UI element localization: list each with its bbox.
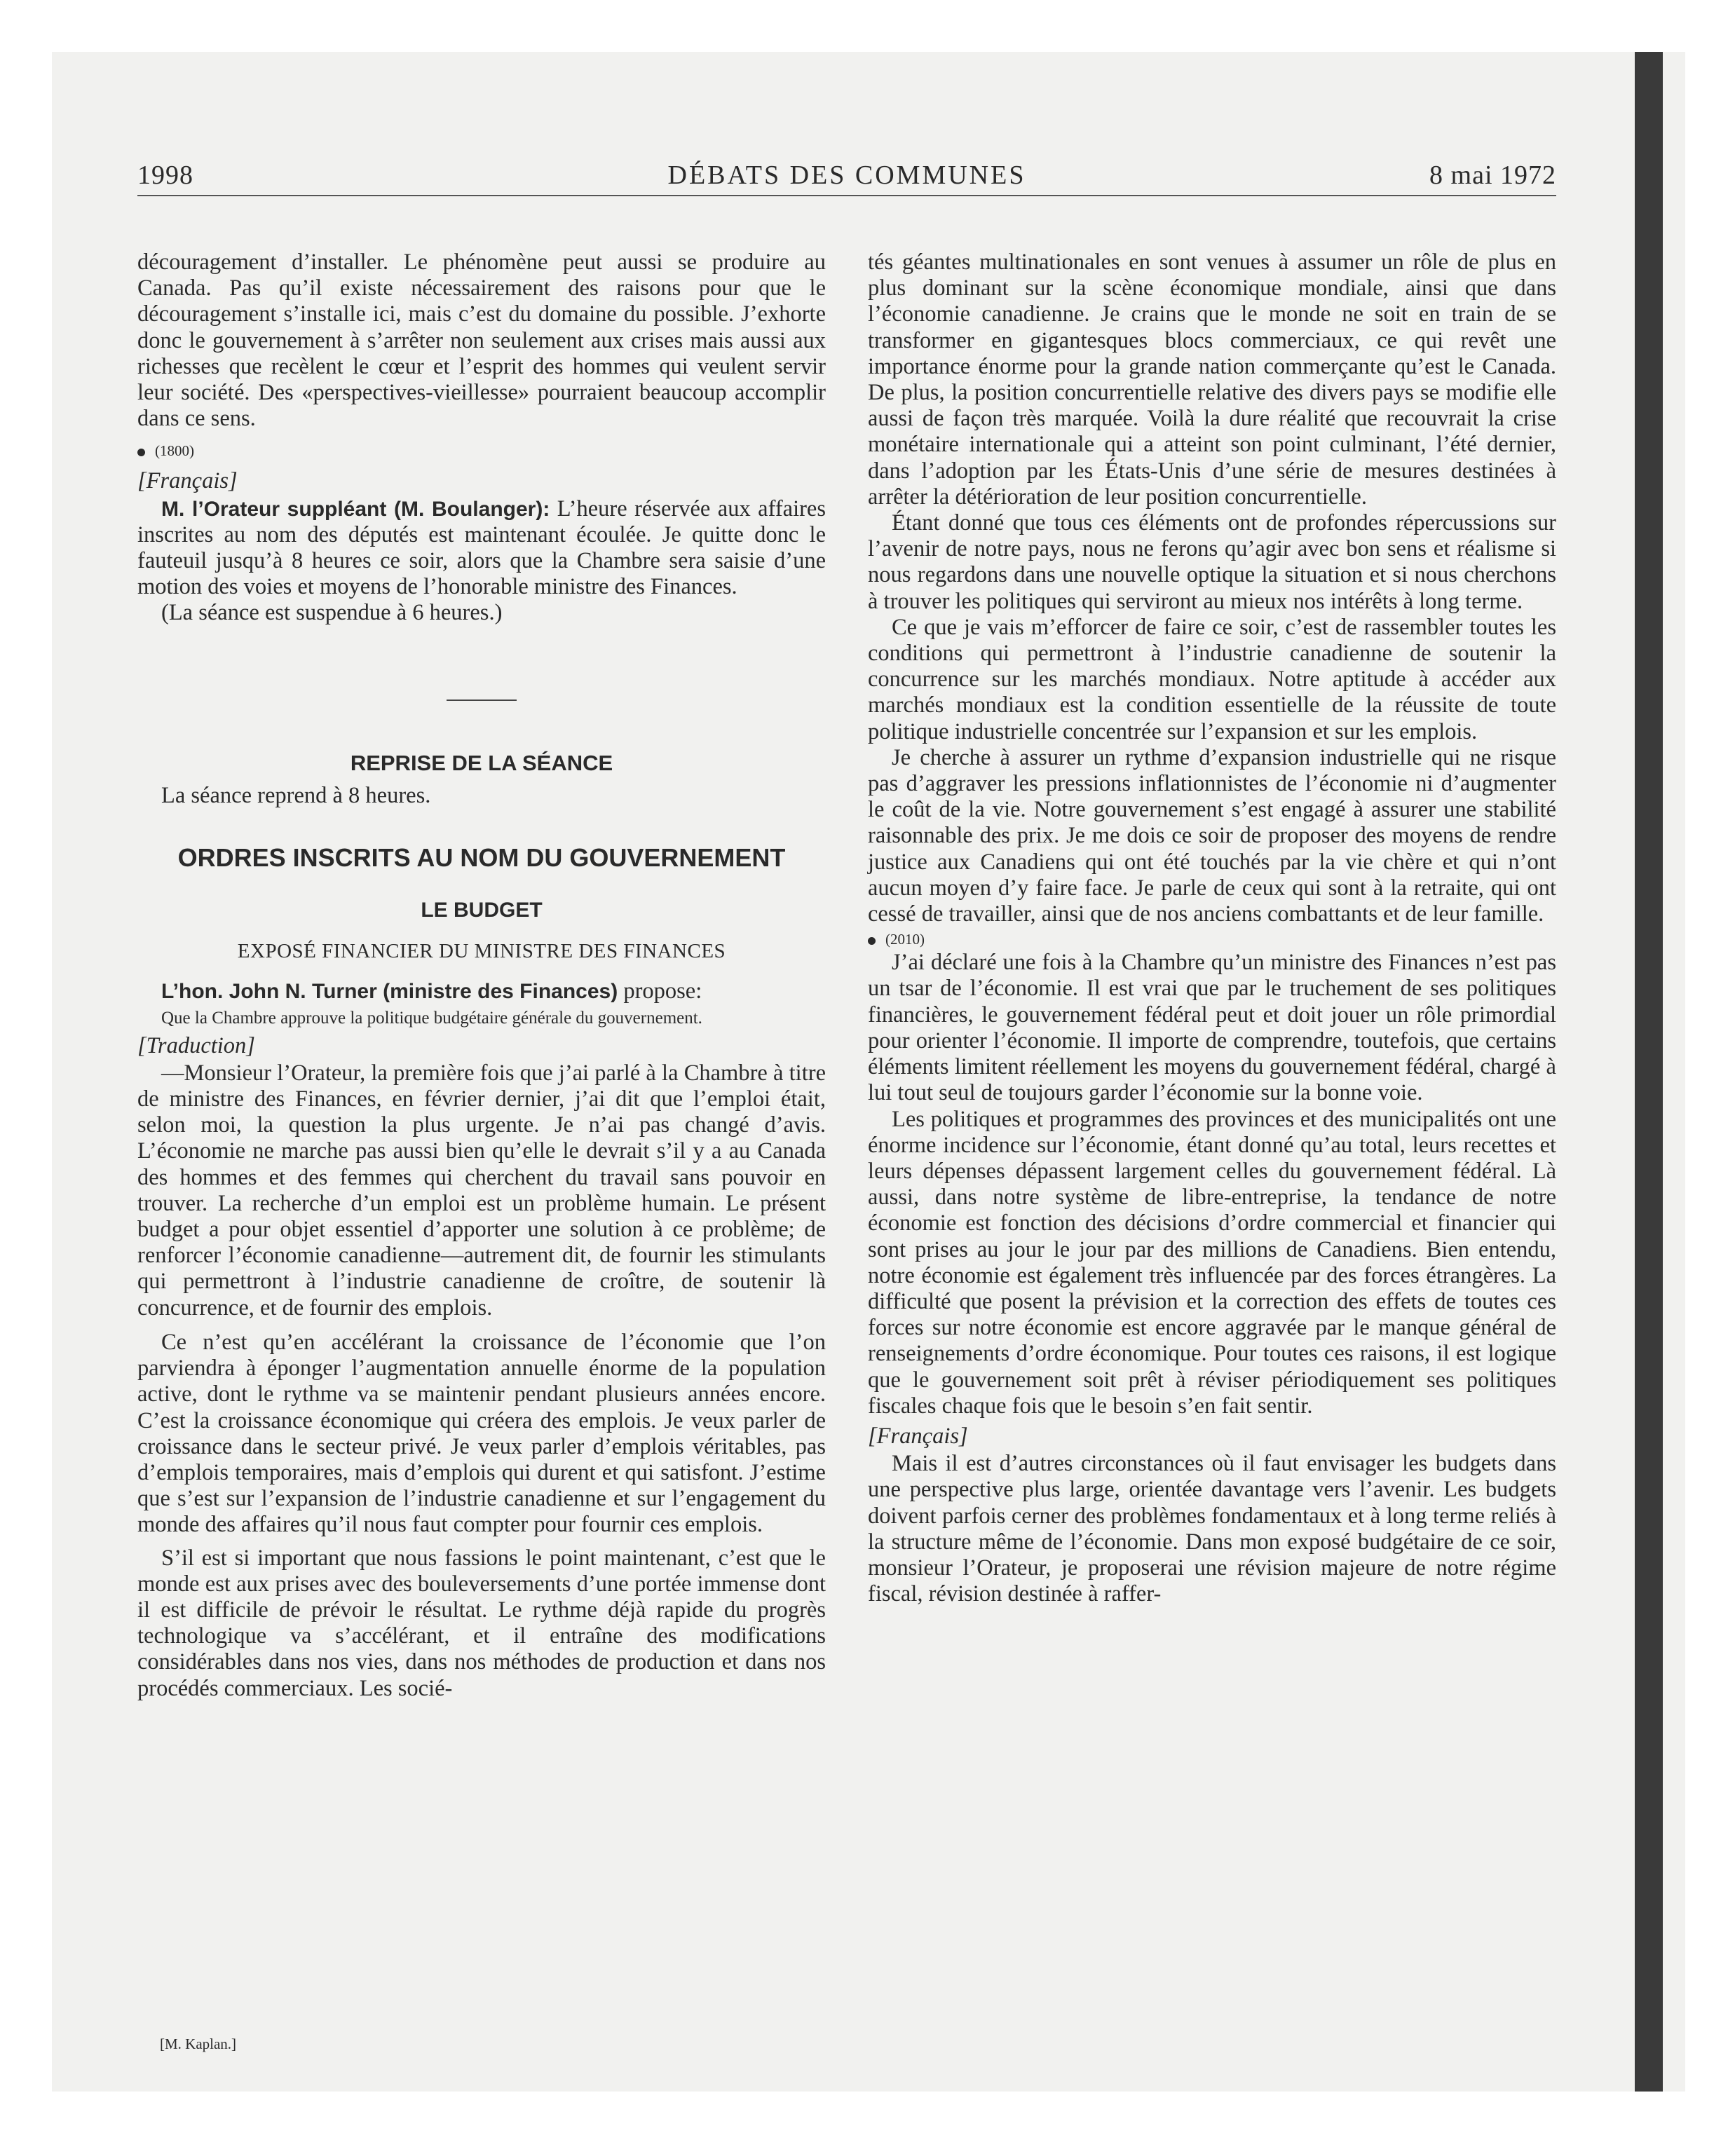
time-marker: (2010) — [868, 929, 1556, 950]
language-tag: [Français] — [137, 468, 238, 494]
page-number: 1998 — [137, 161, 193, 190]
language-tag: [Français] — [868, 1423, 968, 1449]
speaker-name: M. l’Orateur suppléant (M. Boulanger): — [161, 497, 550, 521]
page-date: 8 mai 1972 — [1429, 161, 1556, 190]
paragraph: —Monsieur l’Orateur, la première fois que j’ai parlé à la Chambre à titre de ministre des Finances, en février dernier, j’ai dit que l’emploi était, selon moi, la question la plus urgente. Je n’ai pas changé d’avis. L’économie ne marche pas aussi bien qu’elle le devrait s’il y a au Canada des hommes et des femmes qui cherchent du travail sans pouvoir en trouver. La recherche d’un emploi est un problème humain. Le présent budget a pour objet essentiel d’apporter une solution à ce problème; de renforcer l’économie canadienne—autrement dit, de fournir les stimulants qui permettront à l’industrie canadienne de croître, de soutenir là concurrence, et de fournir des emplois. — [137, 1060, 826, 1321]
paragraph: découragement d’installer. Le phénomène peut aussi se produire au Canada. Pas qu’il existe nécessairement des raisons pour que le découragement s’installe ici, mais c’est du domaine du possible. J’exhorte donc le gouvernement à s’arrêter non seulement aux crises mais aussi aux richesses que recèlent le cœur et l’esprit des hommes qui veulent servir leur société. Des «perspectives-vieillesse» pourraient beaucoup accomplir dans ce sens. — [137, 250, 826, 432]
paragraph: Les politiques et programmes des provinces et des municipalités ont une énorme incidence sur l’économie, étant donné qu’au total, leurs recettes et leurs dépenses dépassent largement celles du gouvernement fédéral. Là aussi, dans notre système de libre-entreprise, la tendance de notre économie est fonction des décisions d’ordre commercial et financier qui sont prises au jour le jour par des millions de Canadiens. Bien entendu, notre économie est également très influencée par des forces étrangères. La difficulté que posent la prévision et la correction des effets de toutes ces forces sur notre économie est encore aggravée par le manque général de renseignements d’ordre économique. Pour toutes ces raisons, il est logique que le gouvernement soit prêt à réviser périodiquement ses politiques fiscales chaque fois que le besoin s’en fait sentir. — [868, 1106, 1556, 1419]
page-header — [137, 160, 1556, 196]
time-marker: (1800) — [137, 440, 826, 461]
paragraph: Mais il est d’autres circonstances où il faut envisager les budgets dans une perspective plus large, orientée davantage vers l’avenir. Les budgets doivent parfois cerner des problèmes fondamentaux et à long terme reliés à la structure même de l’économie. Dans mon exposé budgétaire de ce soir, monsieur l’Orateur, je proposerai une révision majeure de notre régime fiscal, révision destinée à raffer- — [868, 1451, 1556, 1607]
paragraph: Ce que je vais m’efforcer de faire ce soir, c’est de rassembler toutes les conditions qui permettront à l’industrie canadienne de soutenir la concurrence sur les marchés mondiaux. Notre aptitude à accéder aux marchés mondiaux est la condition essentielle de la réussite de toute politique industrielle concentrée sur l’expansion et sur les emplois. — [868, 614, 1556, 744]
paragraph: tés géantes multinationales en sont venues à assumer un rôle de plus en plus dominant sur la scène économique mondiale, ainsi que dans l’économie canadienne. Je crains que le monde ne soit en train de se transformer en gigantesques blocs commerciaux, ce qui revêt une importance énorme pour la grande nation commerçante qu’est le Canada. De plus, la position concurrentielle relative des divers pays se modifie elle aussi de façon très marquée. Voilà la dure réalité que recouvrait la crise monétaire internationale qui a atteint son point culminant, l’été dernier, dans l’adoption par les États-Unis d’une série de mesures destinées à arrêter la détérioration de leur position concurrentielle. — [868, 250, 1556, 510]
speaker-name: L’hon. John N. Turner (ministre des Finances) — [161, 980, 618, 1004]
section-divider — [447, 700, 517, 701]
speaker-reference: [M. Kaplan.] — [160, 2035, 237, 2052]
paragraph: Étant donné que tous ces éléments ont de profondes répercussions sur l’avenir de notre pays, nous ne ferons qu’agir avec bon sens et réalisme si nous regardons dans une nouvelle optique la situation et si nous cherchons à trouver les politiques qui serviront au mieux nos intérêts à long terme. — [868, 510, 1556, 614]
left-column — [137, 250, 826, 1702]
section-heading: REPRISE DE LA SÉANCE — [350, 750, 613, 775]
section-heading: LE BUDGET — [421, 899, 543, 922]
paragraph: S’il est si important que nous fassions le point maintenant, c’est que le monde est aux prises avec des bouleversements d’une portée immense dont il est difficile de prévoir le résultat. Le rythme déjà rapide du progrès technologique va s’accélérant, et il entraîne des modifications considérables dans nos vies, dans nos méthodes de production et dans nos procédés commerciaux. Les socié- — [137, 1545, 826, 1701]
section-heading: ORDRES INSCRITS AU NOM DU GOUVERNEMENT — [177, 843, 786, 873]
paragraph: Je cherche à assurer un rythme d’expansion industrielle qui ne risque pas d’aggraver les pressions inflationnistes de l’économie ni d’augmenter le coût de la vie. Notre gouvernement s’est engagé à assurer une stabilité raisonnable des prix. Je me dois ce soir de proposer des moyens de rendre justice aux Canadiens qui ont été touchés par la vie chère et qui n’ont aucun moyen d’y faire face. Je parle de ceux qui sont à la retraite, qui ont cessé de travailler, ainsi que de nos anciens combattants et de leur famille. — [868, 744, 1556, 927]
paragraph: M. l’Orateur suppléant (M. Boulanger): L’heure réservée aux affaires inscrites au nom des députés est maintenant écoulée. Je quitte donc le fauteuil jusqu’à 8 heures ce soir, alors que la Chambre sera saisie d’une motion des voies et moyens de l’honorable ministre des Finances. — [137, 496, 826, 600]
section-subheading: EXPOSÉ FINANCIER DU MINISTRE DES FINANCES — [237, 940, 726, 963]
scan-edge — [1635, 52, 1663, 2092]
publication-title: DÉBATS DES COMMUNES — [667, 161, 1026, 190]
paragraph: (La séance est suspendue à 6 heures.) — [161, 600, 503, 626]
paragraph: Ce n’est qu’en accélérant la croissance de l’économie que l’on parviendra à éponger l’augmentation annuelle énorme de la population active, dont le rythme va se maintenir pendant plusieurs années encore. C’est la croissance économique qui créera des emplois. Je veux parler de croissance dans le secteur privé. Je veux parler d’emplois véritables, pas d’emplois temporaires, mais d’emplois qui durent et qui satisfont. J’estime que s’est sur l’expansion de l’industrie canadienne et sur l’engagement du monde des affaires qu’il nous faut compter pour fournir ces emplois. — [137, 1329, 826, 1538]
bullet-icon — [137, 449, 145, 456]
right-column — [868, 250, 1556, 1607]
paragraph: La séance reprend à 8 heures. — [161, 782, 431, 808]
paragraph: L’hon. John N. Turner (ministre des Finances) propose: — [161, 978, 702, 1004]
paragraph: J’ai déclaré une fois à la Chambre qu’un ministre des Finances n’est pas un tsar de l’économie. Il est vrai que par le truchement de ses politiques financières, le gouvernement fédéral peut et doit jouer un rôle primordial pour orienter l’économie. Il importe de comprendre, toutefois, que certains éléments limitent réellement les moyens du gouvernement fédéral, chargé à lui tout seul de toujours garder l’économie sur la bonne voie. — [868, 950, 1556, 1106]
motion-text: Que la Chambre approuve la politique budgétaire générale du gouvernement. — [161, 1008, 702, 1028]
language-tag: [Traduction] — [137, 1032, 255, 1058]
bullet-icon — [868, 937, 876, 945]
